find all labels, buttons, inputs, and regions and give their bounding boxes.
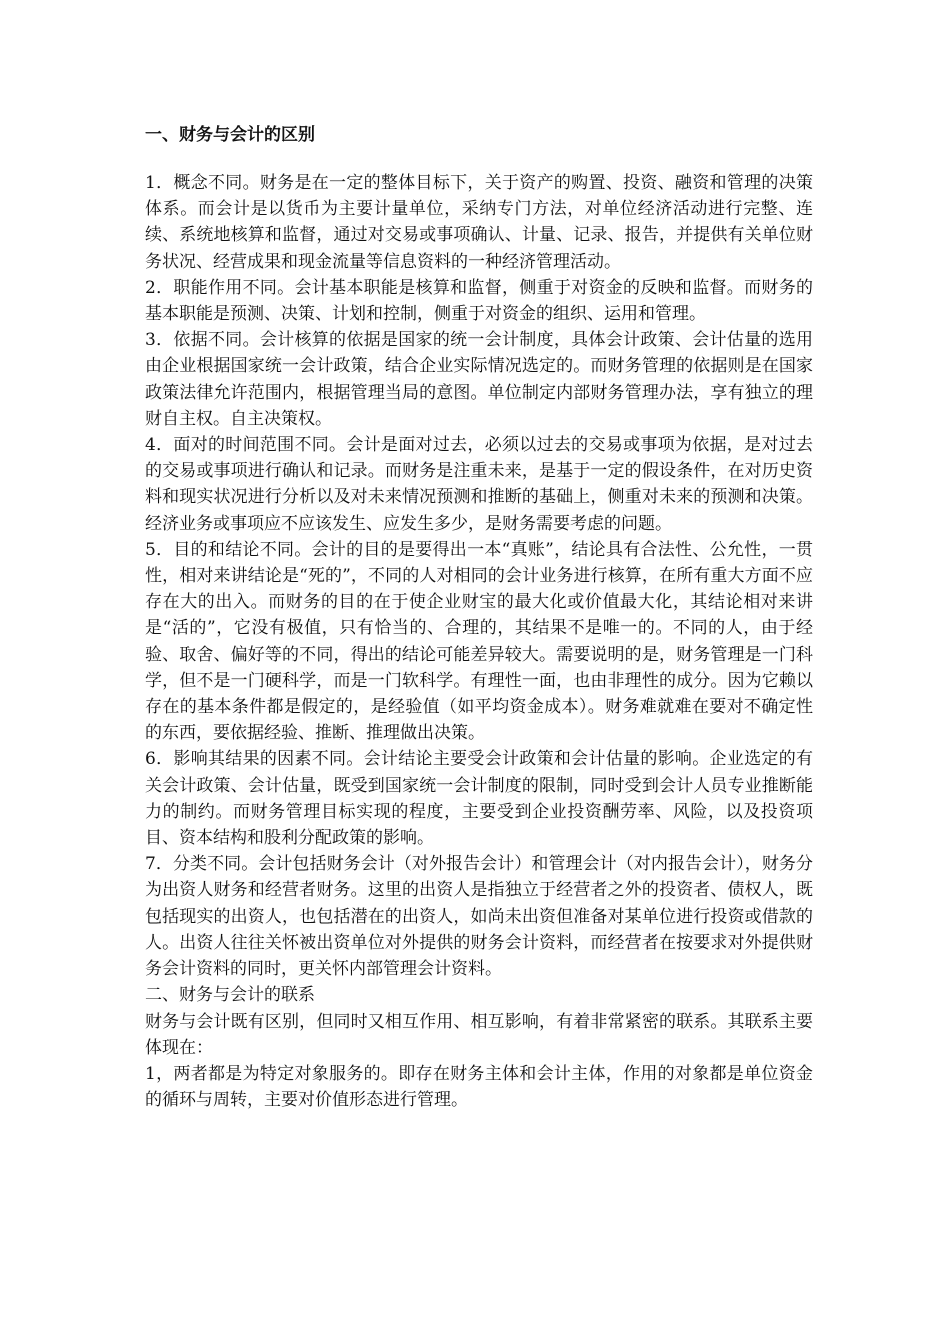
paragraph-basis: 3．依据不同。会计核算的依据是国家的统一会计制度，具体会计政策、会计估量的选用由企业根据国家统一会计政策，结合企业实际情况选定的。而财务管理的依据则是在国家政策法律允许范围内，根据管理当局的意图。单位制定内部财务管理办法，享有独立的理财自主权。自主决策权。 [145,330,813,429]
paragraph-function: 2．职能作用不同。会计基本职能是核算和监督，侧重于对资金的反映和监督。而财务的基本职能是预测、决策、计划和控制，侧重于对资金的组织、运用和管理。 [145,277,813,325]
paragraph-factors: 6．影响其结果的因素不同。会计结论主要受会计政策和会计估量的影响。企业选定的有关会计政策、会计估量，既受到国家统一会计制度的限制，同时受到会计人员专业推断能力的制约。而财务管理目标实现的程度，主要受到企业投资酬劳率、风险，以及投资项目、资本结构和股利分配政策的影响。 [145,749,813,849]
paragraph-classification: 7．分类不同。会计包括财务会计（对外报告会计）和管理会计（对内报告会计），财务分为出资人财务和经营者财务。这里的出资人是指独立于经营者之外的投资者、债权人，既包括现实的出资人，也包括潜在的出资人，如尚未出资但准备对某单位进行投资或借款的人。出资人往往关怀被出资单位对外提供的财务会计资料，而经营者在按要求对外提供财务会计资料的同时，更关怀内部管理会计资料。 [145,854,813,980]
document-page [145,122,813,1113]
paragraph-purpose: 5．目的和结论不同。会计的目的是要得出一本“真账”，结论具有合法性、公允性，一贯性，相对来讲结论是“死的”，不同的人对相同的会计业务进行核算，在所有重大方面不应存在大的出入。而财务的目的在于使企业财宝的最大化或价值最大化，其结论相对来讲是“活的”，它没有极值，只有恰当的、合理的，其结果不是唯一的。不同的人，由于经验、取舍、偏好等的不同，得出的结论可能差异较大。需要说明的是，财务管理是一门科学，但不是一门硬科学，而是一门软科学。有理性一面，也由非理性的成分。因为它赖以存在的基本条件都是假定的，是经验值（如平均资金成本）。财务难就难在要对不确定性的东西，要依据经验、推断、推理做出决策。 [145,539,813,744]
section-heading-relation: 二、财务与会计的联系 [145,985,315,1006]
paragraph-time-range: 4．面对的时间范围不同。会计是面对过去，必须以过去的交易或事项为依据，是对过去的交易或事项进行确认和记录。而财务是注重未来，是基于一定的假设条件，在对历史资料和现实状况进行分析以及对未来情况预测和推断的基础上，侧重对未来的预测和决策。经济业务或事项应不应该发生、应发生多少，是财务需要考虑的问题。 [145,435,813,534]
paragraph-relation-intro: 财务与会计既有区别，但同时又相互作用、相互影响，有着非常紧密的联系。其联系主要体现在： [145,1011,813,1058]
paragraph-relation-1: 1，两者都是为特定对象服务的。即存在财务主体和会计主体，作用的对象都是单位资金的循环与周转，主要对价值形态进行管理。 [145,1063,813,1111]
section-heading: 一、财务与会计的区别 [145,125,315,145]
paragraph-concept: 1．概念不同。财务是在一定的整体目标下，关于资产的购置、投资、融资和管理的决策体系。而会计是以货币为主要计量单位，采纳专门方法，对单位经济活动进行完整、连续、系统地核算和监督，通过对交易或事项确认、计量、记录、报告，并提供有关单位财务状况、经营成果和现金流量等信息资料的一种经济管理活动。 [145,173,813,272]
